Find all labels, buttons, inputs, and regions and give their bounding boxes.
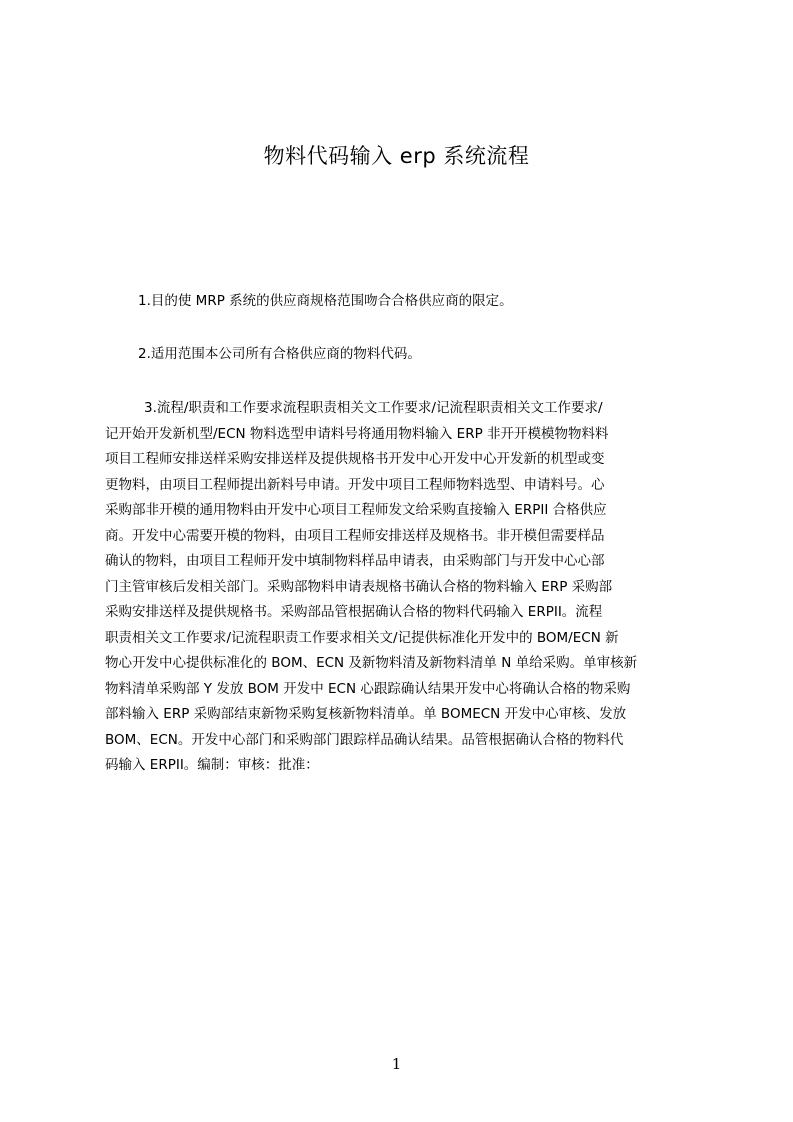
body-line: 记开始开发新机型/ECN 物料选型申请料号将通用物料输入 ERP 非开开模模物物料料 [105, 425, 609, 442]
body-line: 码输入 ERPII。编制：审核：批准： [105, 757, 319, 773]
body-line: 更物料，由项目工程师提出新料号申请。开发中项目工程师物料选型、申请料号。心 [105, 476, 605, 493]
page-number: 1 [391, 1055, 402, 1073]
body-line: 确认的物料，由项目工程师开发中填制物料样品申请表，由采购部门与开发中心心部 [105, 553, 605, 569]
section-scope: 2.适用范围本公司所有合格供应商的物料代码。 [138, 346, 421, 362]
body-line: 采购部非开模的通用物料由开发中心项目工程师发文给采购直接输入 ERPII 合格供应 [105, 502, 607, 518]
body-line: 门主管审核后发相关部门。采购部物料申请表规格书确认合格的物料输入 ERP 采购部 [105, 578, 613, 595]
body-line: 3.流程/职责和工作要求流程职责相关文工作要求/记流程职责相关文工作要求/ [144, 400, 603, 416]
body-line: 职责相关文工作要求/记流程职责工作要求相关文/记提供标准化开发中的 BOM/ECN 新 [105, 629, 619, 646]
section-process-body [105, 396, 705, 779]
body-line: 物心开发中心提供标准化的 BOM、ECN 及新物料清及新物料清单 N 单给采购。单审核新 [105, 655, 638, 671]
body-line: 项目工程师安排送样采购安排送样及提供规格书开发中心开发中心开发新的机型或变 [105, 451, 605, 467]
body-line: 商。开发中心需要开模的物料，由项目工程师安排送样及规格书。非开模但需要样品 [105, 527, 605, 544]
section-purpose: 1.目的使 MRP 系统的供应商规格范围吻合合格供应商的限定。 [138, 293, 513, 309]
body-line: 物料清单采购部 Y 发放 BOM 开发中 ECN 心跟踪确认结果开发中心将确认合格的物采购 [105, 680, 631, 697]
body-line: 采购安排送样及提供规格书。采购部品管根据确认合格的物料代码输入 ERPII。流程 [105, 604, 603, 620]
body-line: BOM、ECN。开发中心部门和采购部门跟踪样品确认结果。品管根据确认合格的物料代 [105, 731, 624, 748]
document-title: 物料代码输入 erp 系统流程 [263, 144, 530, 168]
body-line: 部料输入 ERP 采购部结束新物采购复核新物料清单。单 BOMECN 开发中心审核、发放 [105, 706, 627, 722]
